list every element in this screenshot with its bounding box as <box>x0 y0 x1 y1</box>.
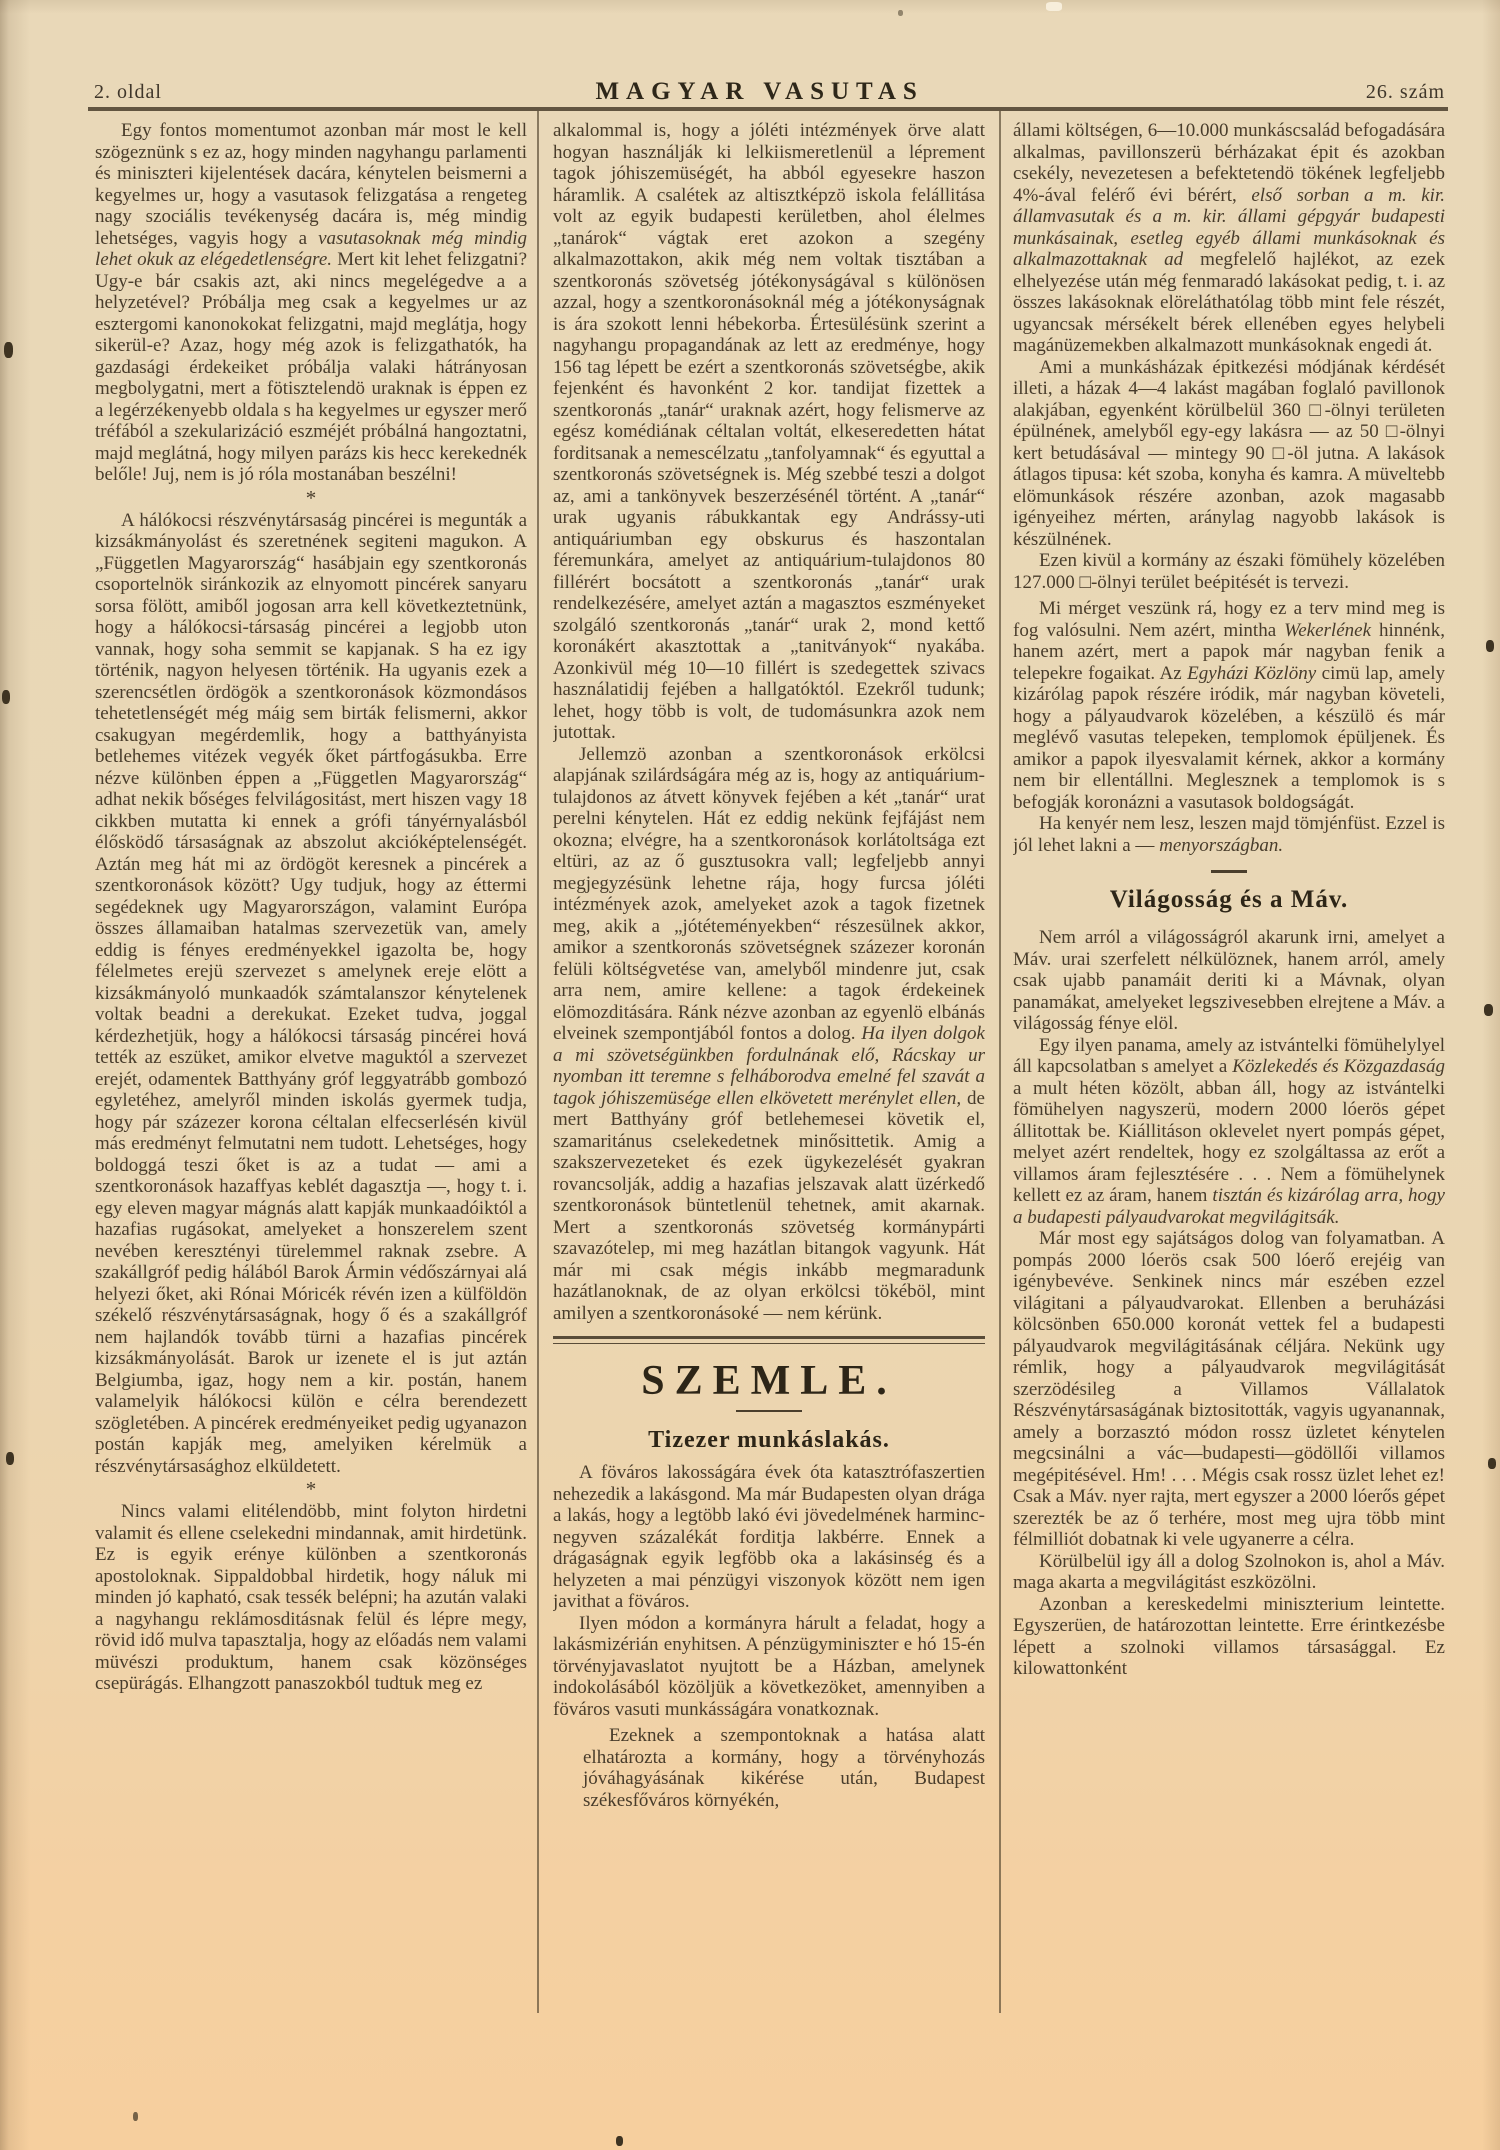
body-text: alkalommal is, hogy a jóléti intézmények örve alatt hogyan használják ki lelkiismeretlenül a léprement tagok jóhiszemüségét, ha abból egyesekre haszon háramlik. A csalétek az altisztképzö iskola felállitása volt az egyik budapesti kerületben, ahol élelmes „tanárok“ vágtak eret azokon a szegény alkalmazottakon, akik még nem voltak tisztában a szentkoronás szövetség jótékonyságával s különösen azzal, hogy a szentkoronásoknál még a jótékonyságnak is ára szokott lenni hébekorba. Értesülésünk szerint a nagyhangu propagandának az lett az eredménye, hogy 156 tag lépett be ezért a szentkoronás szövetségbe, akik fejenként és havonként 2 kor. tandijat fizettek a szentkoronás „tanár“ uraknak azért, hogy felismerve az egész komédiának céltalan voltát, elkeseredetten hátat forditsanak a nemescélzatu „tanfolyamnak“ és egyuttal a szentkoronás szövetségnek is. Még szebbé teszi a dolgot az, ami a tankönyvek beszerzésénél történt. A „tanár“ urak ugyanis rábukkantak egy Andrássy-uti antiquáriumban egy obskurus és haszontalan féremunkára, amelyet az antiquárium-tulajdonos 80 fillérért bocsátott a szentkoronás „tanár“ urak rendelkezésére, amelyet aztán a magasztos eszményeket szolgáló szentkoronás „tanár“ urak 2, mond kettő koronákért akasztottak a „tanitványok“ nyakába. Azonkivül még 10—10 fillért is szedegettek szivacs használatidij fejében a hallgatóktól. Ezekről tudunk; lehet, hogy több is volt, de tudomásunkra azok nem jutottak. <box>553 120 985 743</box>
article-heading-vilagossag-es-a-mav: Világosság és a Máv. <box>1109 886 1349 913</box>
newspaper-title: MAGYAR VASUTAS <box>595 78 924 105</box>
heading-underline-rule <box>736 1410 802 1412</box>
paper-speck <box>2 690 10 704</box>
body-text: Ezen kivül a kormány az északi fömühely közelében 127.000 □-ölnyi terület beépitését is tervezi. <box>1013 550 1445 593</box>
paper-speck <box>133 2112 138 2121</box>
column-divider-right <box>999 111 1001 2013</box>
body-text: de mert Batthyány gróf betlehemesei követik el, szamaritánus cselekedetnek minősittetik. Amig a szakszervezeteket és ezek ügykezelését gyakran rovancsolják, addig a hazafias jelszavak alatt üzérkedő szentkoronások büntetlenül tehetnek, amit akarnak. Mert a szentkoronás szövetség kormánypárti szavazótelep, mi meg hazátlan bitangok vagyunk. Hát már mi csak mégis inkább megmaradunk hazátlanoknak, de az olyan erkölcsi tökéböl, mint amilyen a szentkoronásoké — nem kérünk. <box>553 1087 985 1324</box>
italic-text: Közlekedés és Közgazdaság <box>1232 1056 1445 1077</box>
paper-speck <box>1484 1004 1493 1016</box>
body-text: Már most egy sajátságos dolog van folyamatban. A pompás 2000 lóerös csak 500 lóerő erejéig van igénybevéve. Senkinek nincs már eszében ezzel világitani a pályaudvarokat. Ellenben a beruházási kölcsönben 650.000 koronát vettek fel a budapesti pályaudvarok megvilágitásának céljára. Nekünk ugy rémlik, hogy a pályaudvarok megvilágitását szerzödésileg a Villamos Vállalatok Részvénytársaságának biztositották, vagyis ugyanannak, amely a borzasztó módon rossz üzletet kénytelen megcsinálni a vác—budapesti—gödöllői villamos megépitésével. Hm! . . . Mégis csak rossz üzlet lehet ez! Csak a Máv. nyer rajta, mert egyszer a 2000 lóerős gépet szerezték be az ő terhére, most meg ujra több mint félmilliót dobatnak ki vele ugyanerre a célra. <box>1013 1228 1445 1550</box>
dash-separator <box>1211 870 1247 873</box>
body-text: Ezeknek a szempontoknak a hatása alatt elhatározta a kormány, hogy a törvényhozás jóváhagyásának kikérése után, Budapest székesfőváros környékén, <box>583 1725 985 1811</box>
paragraph <box>95 1501 527 1695</box>
paragraph <box>1013 120 1445 357</box>
body-text: Körülbelül igy áll a dolog Szolnokon is, ahol a Máv. maga akarta a megvilágitást eszközölni. <box>1013 1550 1445 1593</box>
paragraph <box>1013 1228 1445 1551</box>
paragraph <box>1013 927 1445 1035</box>
italic-text: Egyházi Közlöny <box>1187 662 1317 684</box>
column-right <box>1013 120 1445 2020</box>
paragraph <box>1013 1035 1445 1229</box>
paper-speck <box>1486 640 1494 652</box>
column-middle <box>553 120 985 2020</box>
body-text: Ami a munkásházak épitkezési módjának kérdését illeti, a házak 4—4 lakást magában foglaló pavillonok alakjában, egyenként körülbelül 360 □-ölnyi területen épülnének, amelyből egy-egy lakásra — az 50 □-ölnyi kert betudásával — mintegy 90 □-öl jutna. A lakások átlagos tipusa: két szoba, konyha és kamra. A müveltebb elömunkások részére azonban, azok magasabb igényeihez mérten, aránylag nagyobb lakások is készülnének. <box>1013 356 1445 550</box>
paragraph <box>553 1613 985 1721</box>
body-text: A föváros lakosságára évek óta katasztrófaszertien nehezedik a lakásgond. Ma már Budapesten olyan drága a lakás, hogy a legtöbb lakó évi jövedelmének harminc-negyven százalékát forditja lakbérre. Ennek a drágaságnak egyik legföbb oka a lakásinség és a helyzeten a mai pénzügyi viszonyok között nem igen javithat a föváros. <box>553 1462 985 1612</box>
body-text: Egy fontos momentumot azonban már most le kell szögeznünk s ez az, hogy minden nagyhangu parlamenti és miniszteri kijelentések dacára, kénytelen beismerni a kegyelmes ur, hogy a vasutasok felizgatása a rengeteg nagy szociális tevékenység dacára is, még mindig lehetséges, vagyis hogy a <box>95 120 527 249</box>
body-text: A hálókocsi részvénytársaság pincérei is megunták a kizsákmányolást és szeretnének segiteni magukon. A „Független Magyarország“ hasábjain egy szentkoronás csoportelnök siránkozik az elnyomott pincérek sanyaru sorsa fölött, amiből jogosan arra kell következtetnünk, hogy a hálókocsi-társaság pincérei a legjobb uton vannak, hogy soha semmit se kapjanak. S ha ez igy történik, nagyon helyesen történik. Ha ugyanis ezek a szerencsétlen ördögök a szentkoronások közmondásos tehetetlenségét még máig sem birták felismerni, akkor csakugyan megérdemlik, hogy a batthyányista betlehemes vitézek vegyék őket pártfogásukba. Erre nézve különben éppen a „Független Magyarország“ adhat nekik bőséges felvilágositást, mert hiszen vagy 18 cikkben mutatta ki ennek a grófi tányérnyalásból élősködő társaságnak az abszolut akcióképtelenségét. Aztán meg hát mi az ördögöt keresnek a pincérek a szentkoronások között? Ugy tudjuk, hogy az éttermi segédeknek ugy Magyarországon, valamint Európa összes államaiban hatalmas szervezetük van, amely eddig is fényes eredményekkel igazolta be, hogy félelmetes erejü szervezet s amelynek ereje elött a kizsákmányoló munkaadók számtalanszor kénytelenek voltak beadni a derekukat. Ezeket tudva, joggal kérdezhetjük, hogy a hálókocsi társaság pincérei hová tették az eszüket, amikor elvetve maguktól a szervezet erejét, odamentek Batthyány gróf leggyatrább gombozó egyletéhez, amelyről minden iskolás gyermek tudja, hogy pár százezer korona céltalan elfecserlésén kivül más eredményt felmutatni nem tudott. Lehetséges, hogy boldoggá teszi őket is az a tudat — ami a szentkoronások hazaffyas keblét dagasztja —, hogy t. i. egy eleven magyar mágnás alatt kapják munkaadóiktól a hazafias rugásokat, amelyeket a honszerelem szent nevében keresztényi türelemmel raknak zsebre. A szakállgróf pedig hálából Barok Ármin védőszárnyai alá helyezi őket, aki Rónai Móricék révén izen a külföldön székelő részvénytársaságnak, hogy ő és a szakállgróf nem hajlandók tovább türni a hazafias pincérek kizsákmányolását. Barok ur izenete el is jut aztán Belgiumba, igaz, hogy nem a kir. postán, hanem valamelyik hálókocsi külön e célra berendezett szögletében. A pincérek eredményeiket pedig ugyanazon postán kapják meg, amelyiken kérelmük a részvénytársasághoz elküldetett. <box>95 509 527 1477</box>
paragraph <box>553 1462 985 1613</box>
body-text: Nem arról a világosságról akarunk irni, amelyet a Máv. urai szerfelett nélkülöznek, hanem arról, amely csak ujabb panamáit deriti ki a Mávnak, olyan panamákat, amelyeket legszivesebben elrejtene a Máv. a világosság fénye elöl. <box>1013 927 1445 1034</box>
page-number-label: 2. oldal <box>94 81 162 103</box>
body-text: hinnénk, hanem azért, mert a papok már nagyban fenik a telepekre fogaikat. Az <box>1013 619 1445 684</box>
paragraph <box>1013 550 1445 593</box>
italic-text: menyországban. <box>1159 834 1284 856</box>
masthead <box>92 70 1447 104</box>
italic-text: első sorban a m. kir. államvasutak és a m. kir. állami gépgyár budapesti munkásainak, esetleg egyéb állami munkásoknak és alkalmazottaknak ad <box>1013 184 1445 270</box>
column-divider-left <box>537 111 539 2013</box>
italic-text: tisztán és kizárólag arra, hogy a budapesti pályaudvarokat megvilágitsák. <box>1013 1185 1445 1228</box>
paragraph <box>553 744 985 1325</box>
body-text: Jellemzö azonban a szentkoronások erkölcsi alapjának szilárdságára még az is, hogy az antiquárium-tulajdonos az átvett könyvek fejében a két „tanár“ urat perelni kénytelen. Hát ez eddig nekünk fejfájást nem okozna; elvégre, ha a szentkoronások korlátoltsága ezt eltüri, az az ő gusztusokra vall; legfeljebb annyi megjegyzésünk lehetne rája, hogy furcsa jóléti intézmények azok, amelyeket azok a tagok fizetnek meg, akik a „jótéteményekben“ részesülnek akkor, amikor a szentkoronás szövetségnek százezer koronán felüli költségvetése van, amelyből mindenre jut, csak arra nem, amire kellene: a tagok érdekeinek elömozditására. Ránk nézve azonban az egyenlö elbánás elveinek szempontjából fontos a dolog. <box>553 743 985 1044</box>
italic-text: Wekerlének <box>1284 619 1372 641</box>
column-left <box>95 120 527 2020</box>
body-text: Nincs valami elitélendöbb, mint folyton hirdetni valamit és ellene cselekedni mindannak, amit hirdetünk. Ez is egyik erénye különben a szentkoronás apostoloknak. Sippaldobbal hirdetik, hogy náluk mi minden jó kapható, csak tessék belépni; ha azután valaki a nagyhangu reklámosditásnak felül és lépre megy, rövid idő mulva tapasztalja, hogy az előadás nem valami müvészi produktum, hanem csak közönséges csepürágás. Elhangzott panaszokból tudtuk meg ez <box>95 1501 527 1694</box>
paragraph <box>1013 357 1445 551</box>
issue-number-label: 26. szám <box>1365 81 1445 103</box>
star-separator: * <box>305 485 317 510</box>
body-text: cimü lap, amely kizárólag papok részére iródik, már nagyban követeli, hogy a pályaudvarok közelében, a készülö és már meglévő vasutas telepeken, templomok épüljenek. És amikor a papok ilyesvalamit kérnek, akkor a kormány nem bir ellentállni. Meglesznek a templomok is s befogják koronázni a vasutasok boldogságát. <box>1013 662 1445 813</box>
body-text: állami költségen, 6—10.000 munkáscsalád befogadására alkalmas, pavillonszerü bérházakat épit és azokban csekély, nevezetesen a befektetendö tökének legfeljebb 4%-ával felérő évi bérért, <box>1013 120 1445 206</box>
paragraph <box>1013 1551 1445 1594</box>
paper-speck <box>4 342 13 358</box>
italic-text: Ha ilyen dolgok a mi szövetségünkben fordulnának elő, Rácskay ur nyomban itt teremne s felháborodva emelné fel szavát a tagok jóhiszemüsége ellen elkövetett merénylet ellen, <box>553 1023 985 1109</box>
paragraph <box>583 1725 985 1811</box>
paragraph <box>95 120 527 486</box>
paper-speck <box>1488 1458 1496 1469</box>
section-double-rule <box>553 1336 985 1344</box>
body-text: a mult héten közölt, abban áll, hogy az istvántelki fömühelyen nagyszerü, modern 2000 lóerös gépet állitottak be. Kiállitáson oklevelet nyert pompás gépet, melyet azért rendeltek, hogy ez szolgáltassa az erőt a villamos áram fejlesztésére . . . Nem a fömühelynek kellett ez az áram, hanem <box>1013 1077 1445 1206</box>
body-text: Ilyen módon a kormányra hárult a feladat, hogy a lakásmizérián enyhitsen. A pénzügyminiszter e hó 15-én törvényjavaslatot nyujtott be a Házban, amelynek indokolásából közöljük a következöket, amennyiben a föváros vasuti munkásságára vonatkoznak. <box>553 1612 985 1720</box>
body-text: Azonban a kereskedelmi miniszterium leintette. Egyszerüen, de határozottan leintette. Erre érintkezésbe lépett a szolnoki villamos társasággal. Ez kilowattonként <box>1013 1593 1445 1679</box>
italic-text: vasutasoknak még mindig lehet okuk az elégedetlenségre. <box>95 227 527 270</box>
section-heading-szemle: SZEMLE. <box>641 1358 897 1404</box>
paper-speck <box>616 2136 623 2146</box>
article-heading-tizezer-munkaslakas: Tizezer munkáslakás. <box>648 1427 890 1453</box>
body-text: Ha kenyér nem lesz, leszen majd tömjénfüst. Ezzel is jól lehet lakni a — <box>1013 813 1445 856</box>
paragraph <box>1013 1594 1445 1680</box>
paragraph <box>553 120 985 744</box>
paper-speck <box>6 1452 14 1465</box>
paper-speck <box>1046 2 1062 11</box>
masthead-rule <box>88 107 1448 111</box>
paragraph <box>1013 598 1445 813</box>
body-text: Mi mérget veszünk rá, hogy ez a terv mind meg is fog valósulni. Nem azért, mintha <box>1013 598 1445 641</box>
paragraph <box>95 510 527 1478</box>
paper-speck <box>898 10 903 16</box>
star-separator: * <box>305 1477 317 1501</box>
body-text: megfelelő hajlékot, az ezek elhelyezése után még fenmaradó lakásokat pedig, t. i. az összes lakásoknak elöreláthatólag több mint fele részét, ugyancsak mérsékelt bérek ellenében egyes helybeli magánüzemekben alkalmazott munkásoknak engedi át. <box>1013 249 1445 356</box>
body-text: Egy ilyen panama, amely az istvántelki fömühelylyel áll kapcsolatban s amelyet a <box>1013 1034 1445 1077</box>
body-text: Mert kit lehet felizgatni? Ugy-e bár csakis azt, aki nincs megelégedve a a helyzetével? Próbálja meg csak a kegyelmes ur az esztergomi kanonokokat felizgatni, majd meglátja, hogy sikerül-e? Azaz, hogy még azok is felizgathatók, ha gazdasági érdekeiket próbálja valaki hátrányosan megbolygatni, mert a fötisztelendö uraknak is éppen ez a legérzékenyebb oldala s ha kegyelmes ur egyszer merő tréfából a szekularizáció eszméjét próbálná hangoztatni, majd meglátná, hogy milyen parázs kis hecc kerekednék belőle! Juj, nem is jó róla mostanában beszélni! <box>95 249 527 485</box>
paragraph <box>1013 813 1445 856</box>
